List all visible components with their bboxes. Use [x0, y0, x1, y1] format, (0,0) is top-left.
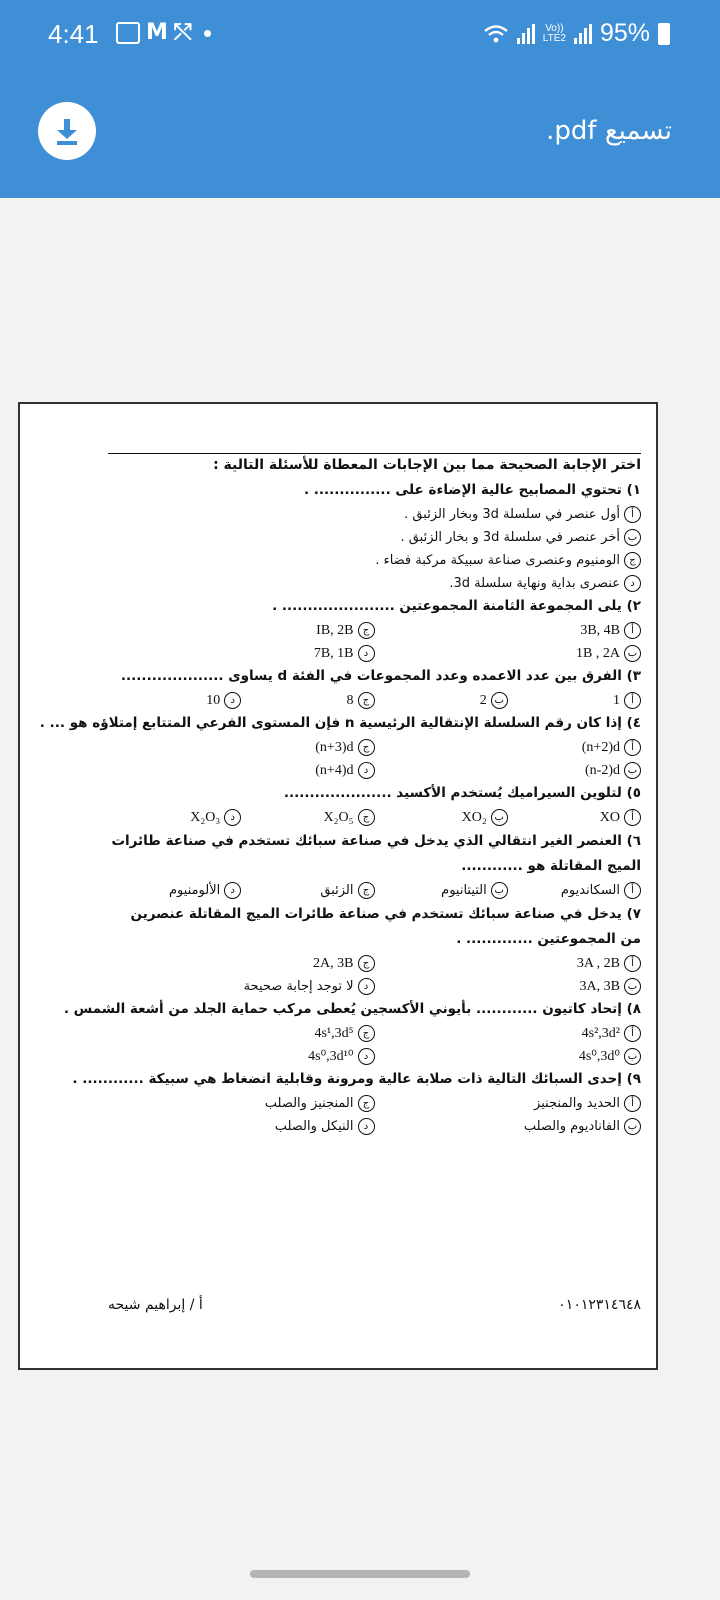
- option-text: (n+4)d: [315, 762, 354, 778]
- clock: 4:41: [48, 19, 99, 49]
- option-letter: ب: [624, 529, 641, 546]
- option: [108, 645, 375, 662]
- option-letter: د: [358, 1048, 375, 1065]
- option-text: السكانديوم: [560, 883, 620, 898]
- page-footer: [108, 1297, 641, 1313]
- option-letter: ج: [358, 809, 375, 826]
- option: [108, 882, 241, 899]
- option-text: 4s⁰,3d¹⁰: [308, 1049, 354, 1064]
- question-4: ٤) إذا كان رقم السلسلة الإنتقالية الرئيسية n فإن المستوى الفرعي المتتابع إمتلاؤه هو ... .: [39, 715, 641, 731]
- option-text: الفاناديوم والصلب: [523, 1119, 620, 1134]
- option-letter: ج: [358, 882, 375, 899]
- option: [375, 1048, 642, 1065]
- option-text: XO: [599, 809, 620, 825]
- question-9: ٩) إحدى السبائك التالية ذات صلابة عالية ومرونة وقابلية انضغاط هي سبيكة ............ .: [72, 1071, 641, 1087]
- option-letter: ب: [624, 1118, 641, 1135]
- option-text: (n+3)d: [315, 739, 354, 755]
- notification-icons: [116, 22, 211, 44]
- option-letter: ج: [358, 739, 375, 756]
- option-text: عنصرى بداية ونهاية سلسلة 3d.: [449, 576, 620, 591]
- gallery-icon: [116, 22, 140, 44]
- option: [108, 739, 375, 756]
- option-letter: ب: [491, 809, 508, 826]
- option: [108, 1118, 375, 1135]
- option-letter: د: [224, 692, 241, 709]
- option: [375, 978, 642, 995]
- option-letter: ب: [491, 882, 508, 899]
- option: [108, 762, 375, 779]
- option-letter: د: [224, 882, 241, 899]
- option-text: 1: [613, 692, 620, 708]
- option-text: X₂O₅: [323, 809, 354, 825]
- option-text: 1B , 2A: [576, 645, 620, 661]
- option-text: XO₂: [461, 809, 487, 825]
- question-5: ٥) لتلوين السيراميك يُستخدم الأكسيد .....................: [283, 785, 641, 801]
- option-text: X₂O₃: [190, 809, 221, 825]
- wifi-icon: [483, 24, 509, 44]
- download-button[interactable]: [38, 102, 96, 160]
- signal-icon: [574, 24, 592, 44]
- option-text: 4s⁰,3d⁰: [578, 1049, 620, 1064]
- option-text: 3A, 3B: [579, 978, 620, 994]
- signal-icon: [517, 24, 535, 44]
- option-letter: ج: [358, 955, 375, 972]
- option: [108, 1025, 375, 1042]
- volte-icon: [543, 24, 566, 44]
- option-letter: د: [358, 762, 375, 779]
- option: [108, 1095, 375, 1112]
- option-letter: د: [358, 1118, 375, 1135]
- missed-call-icon: ⤲: [173, 20, 192, 45]
- option: [108, 529, 641, 546]
- option-text: الزئبق: [320, 883, 354, 898]
- option: [375, 739, 642, 756]
- status-bar: [0, 0, 720, 72]
- option: [108, 978, 375, 995]
- option: [375, 955, 642, 972]
- option-letter: أ: [624, 882, 641, 899]
- option-text: الومنيوم وعنصرى صناعة سبيكة مركبة فضاء .: [375, 553, 620, 568]
- option-text: 3A , 2B: [576, 955, 620, 971]
- option: [241, 882, 374, 899]
- option-text: الحديد والمنجنيز: [533, 1096, 620, 1111]
- option-letter: أ: [624, 506, 641, 523]
- option-text: 4s¹,3d⁵: [314, 1025, 354, 1041]
- option: [375, 1118, 642, 1135]
- system-icons: [483, 19, 670, 48]
- page-content: [39, 453, 641, 1138]
- home-gesture-bar[interactable]: [250, 1570, 470, 1578]
- question-8: ٨) إتحاد كاتيون ............ بأيوني الأكسجين يُعطى مركب حماية الجلد من أشعة الشمس .: [63, 1001, 641, 1017]
- option: [108, 692, 241, 709]
- option: [108, 506, 641, 523]
- option: [108, 1048, 375, 1065]
- download-icon: [52, 116, 82, 146]
- option-text: التيتانيوم: [441, 883, 487, 898]
- option-letter: ج: [358, 1025, 375, 1042]
- option-text: 7B, 1B: [313, 645, 354, 661]
- option-letter: أ: [624, 739, 641, 756]
- option-letter: د: [224, 809, 241, 826]
- option: [108, 622, 375, 639]
- option-letter: ج: [358, 1095, 375, 1112]
- option: [508, 809, 641, 826]
- option-letter: ب: [491, 692, 508, 709]
- dot-icon: [204, 30, 211, 37]
- option-letter: ب: [624, 762, 641, 779]
- option-text: 10: [206, 692, 221, 708]
- option-letter: ج: [358, 692, 375, 709]
- option-letter: د: [358, 645, 375, 662]
- option: [508, 882, 641, 899]
- option: [375, 692, 508, 709]
- footer-author: أ / إبراهيم شيحه: [108, 1297, 203, 1313]
- option-text: 3B, 4B: [580, 622, 620, 638]
- app-title: تسميع pdf.: [546, 116, 672, 146]
- option-text: (n-2)d: [585, 762, 620, 778]
- option-letter: أ: [624, 692, 641, 709]
- question-7: ٧) يدخل في صناعة سبائك تستخدم في صناعة طائرات الميج المقاتلة عنصرين من المجموعتين ............. .: [130, 906, 641, 947]
- option: [375, 1095, 642, 1112]
- option: [375, 622, 642, 639]
- option-letter: ب: [624, 645, 641, 662]
- option: [375, 762, 642, 779]
- option-letter: أ: [624, 622, 641, 639]
- option: [241, 692, 374, 709]
- option-text: IB, 2B: [316, 622, 354, 638]
- option: [241, 809, 374, 826]
- option-letter: د: [358, 978, 375, 995]
- option: [108, 809, 241, 826]
- option-text: 2: [479, 692, 487, 708]
- volte-label: Vo)): [545, 22, 564, 34]
- option-text: المنجنيز والصلب: [264, 1096, 354, 1111]
- option-text: 4s²,3d²: [581, 1025, 620, 1041]
- pdf-page[interactable]: [18, 402, 658, 1370]
- battery-icon: [658, 23, 670, 45]
- option-letter: ج: [358, 622, 375, 639]
- option: [108, 575, 641, 592]
- option-text: 8: [346, 692, 354, 708]
- option-text: لا توجد إجابة صحيحة: [243, 979, 354, 994]
- option-text: أول عنصر في سلسلة 3d وبخار الزئبق .: [404, 507, 620, 522]
- option-text: النيكل والصلب: [274, 1119, 354, 1134]
- question-1: ١) تحتوي المصابيح عالية الإضاءة على ............... .: [303, 482, 641, 498]
- gmail-icon: M: [146, 20, 168, 45]
- app-bar: [0, 72, 720, 198]
- option-letter: أ: [624, 1095, 641, 1112]
- lte-label: LTE2: [542, 32, 566, 44]
- question-3: ٣) الفرق بين عدد الاعمده وعدد المجموعات في الفئة d يساوى ....................: [120, 668, 641, 684]
- question-2: ٢) يلى المجموعة الثامنة المجموعتين ...................... .: [272, 598, 641, 614]
- option: [508, 692, 641, 709]
- option-letter: أ: [624, 955, 641, 972]
- option: [375, 809, 508, 826]
- option-text: أخر عنصر في سلسلة 3d و بخار الزئبق .: [400, 530, 620, 545]
- option: [375, 1025, 642, 1042]
- option-letter: د: [624, 575, 641, 592]
- option-text: 2A, 3B: [313, 955, 354, 971]
- option-letter: ب: [624, 978, 641, 995]
- option: [375, 645, 642, 662]
- option-letter: ب: [624, 1048, 641, 1065]
- option: [108, 955, 375, 972]
- battery-percent: 95%: [599, 19, 650, 47]
- option-letter: أ: [624, 1025, 641, 1042]
- option: [108, 552, 641, 569]
- option-text: الألومنيوم: [168, 883, 221, 898]
- question-6: ٦) العنصر الغير انتقالي الذي يدخل في صناعة سبائك تستخدم في صناعة طائرات الميج المقاتلة هو ............: [111, 833, 641, 874]
- option-letter: أ: [624, 809, 641, 826]
- footer-phone: ٠١٠١٢٣١٤٦٤٨: [558, 1297, 641, 1313]
- page-heading: اختر الإجابة الصحيحة مما بين الإجابات المعطاة للأسئلة التالية :: [108, 453, 641, 479]
- option-letter: ج: [624, 552, 641, 569]
- option-text: (n+2)d: [581, 739, 620, 755]
- option: [375, 882, 508, 899]
